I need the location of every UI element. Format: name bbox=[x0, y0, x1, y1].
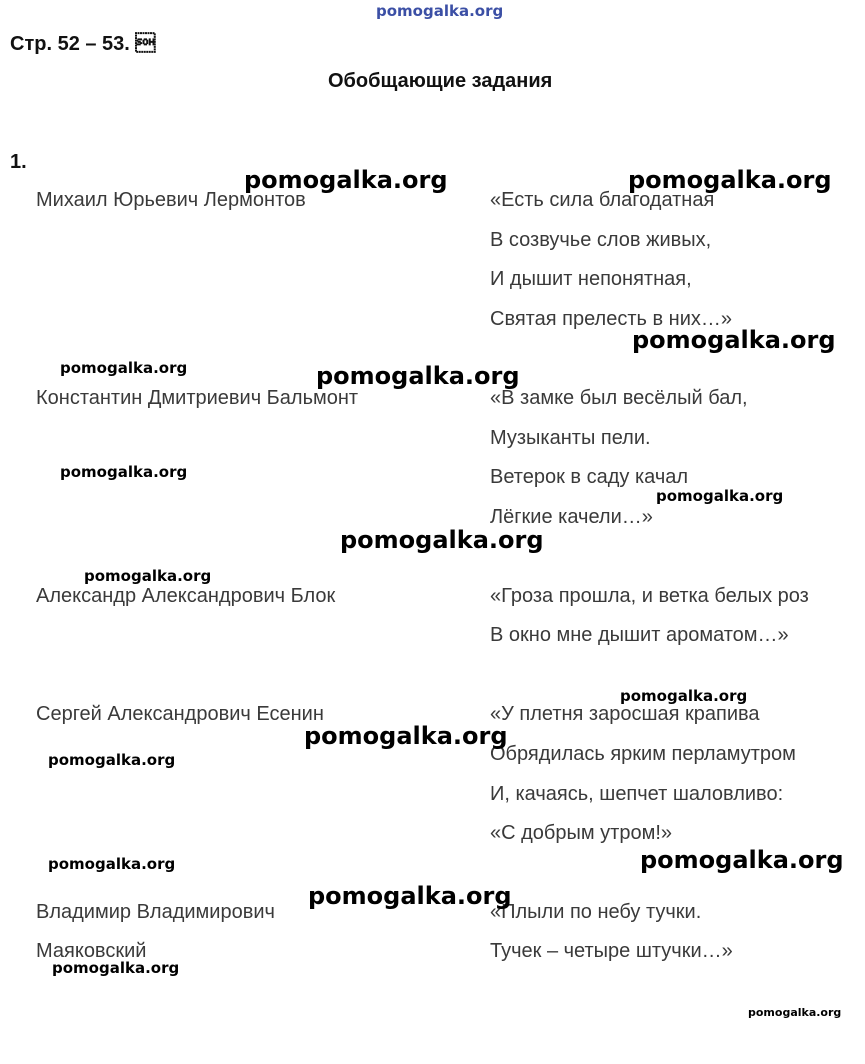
watermark: pomogalka.org bbox=[60, 359, 188, 377]
poem-line: Обрядилась ярким перламутром bbox=[490, 743, 796, 765]
author-esenin: Сергей Александрович Есенин bbox=[36, 703, 324, 725]
poem-line: Музыканты пели. bbox=[490, 427, 651, 449]
poem-line: «Плыли по небу тучки. bbox=[490, 901, 702, 923]
poem-line: «В замке был весёлый бал, bbox=[490, 387, 748, 409]
poem-line: Тучек – четыре штучки…» bbox=[490, 940, 733, 962]
poem-line: «Гроза прошла, и ветка белых роз bbox=[490, 585, 809, 607]
author-mayakovsky-line2: Маяковский bbox=[36, 940, 147, 962]
watermark: pomogalka.org bbox=[48, 751, 176, 769]
poem-line: Лёгкие качели…» bbox=[490, 506, 653, 528]
watermark: pomogalka.org bbox=[316, 362, 520, 390]
author-blok: Александр Александрович Блок bbox=[36, 585, 336, 607]
task-number: 1. bbox=[10, 151, 27, 173]
watermark: pomogalka.org bbox=[60, 463, 188, 481]
poem-line: В окно мне дышит ароматом…» bbox=[490, 624, 789, 646]
poem-line: В созвучье слов живых, bbox=[490, 229, 712, 251]
poem-line: «С добрым утром!» bbox=[490, 822, 673, 844]
poem-line: «Есть сила благодатная bbox=[490, 189, 715, 211]
section-title: Обобщающие задания bbox=[328, 70, 553, 92]
watermark: pomogalka.org bbox=[304, 722, 508, 750]
watermark: pomogalka.org bbox=[52, 959, 180, 977]
watermark: pomogalka.org bbox=[84, 567, 212, 585]
author-balmont: Константин Дмитриевич Бальмонт bbox=[36, 387, 359, 409]
author-lermontov: Михаил Юрьевич Лермонтов bbox=[36, 189, 306, 211]
watermark: pomogalka.org bbox=[48, 855, 176, 873]
watermark: pomogalka.org bbox=[340, 526, 544, 554]
poem-line: И, качаясь, шепчет шаловливо: bbox=[490, 783, 784, 805]
watermark: pomogalka.org bbox=[244, 166, 448, 194]
poem-line: «У плетня заросшая крапива bbox=[490, 703, 760, 725]
watermark-top: pomogalka.org bbox=[376, 2, 504, 20]
author-mayakovsky-line1: Владимир Владимирович bbox=[36, 901, 275, 923]
watermark: pomogalka.org bbox=[620, 687, 748, 705]
watermark: pomogalka.org bbox=[628, 166, 832, 194]
poem-line: Ветерок в саду качал bbox=[490, 466, 689, 488]
watermark: pomogalka.org bbox=[640, 846, 844, 874]
watermark: pomogalka.org bbox=[656, 487, 784, 505]
watermark: pomogalka.org bbox=[748, 1006, 842, 1019]
watermark: pomogalka.org bbox=[632, 326, 836, 354]
watermark: pomogalka.org bbox=[308, 882, 512, 910]
poem-line: И дышит непонятная, bbox=[490, 268, 692, 290]
poem-line: Святая прелесть в них…» bbox=[490, 308, 732, 330]
page-reference: Стр. 52 – 53.  bbox=[10, 33, 156, 55]
